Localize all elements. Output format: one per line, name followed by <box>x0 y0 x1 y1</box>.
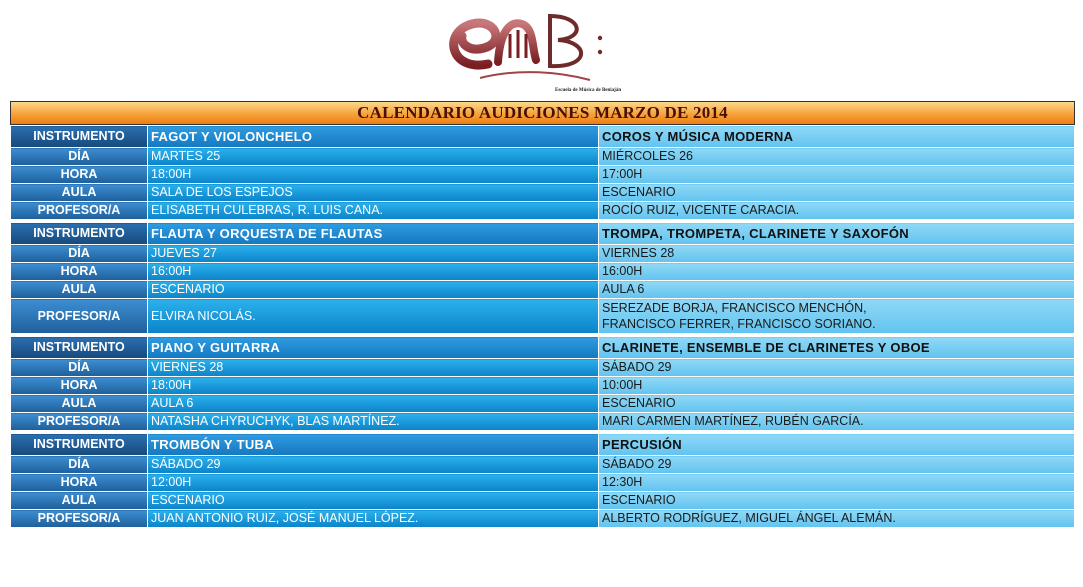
school-logo <box>440 2 630 98</box>
table-row <box>11 202 1075 220</box>
room-label: AULA <box>11 395 148 413</box>
time-right: 12:30H <box>599 474 1075 492</box>
room-label: AULA <box>11 184 148 202</box>
teacher-label: PROFESOR/A <box>11 413 148 431</box>
table-row <box>11 126 1075 148</box>
room-label: AULA <box>11 492 148 510</box>
emb-logo-icon <box>440 2 630 92</box>
day-left: MARTES 25 <box>148 148 599 166</box>
table-row <box>11 395 1075 413</box>
table-row <box>11 184 1075 202</box>
room-left: ESCENARIO <box>148 492 599 510</box>
teacher-right-line2: FRANCISCO FERRER, FRANCISCO SORIANO. <box>602 317 876 331</box>
time-left: 18:00H <box>148 166 599 184</box>
day-right: VIERNES 28 <box>599 245 1075 263</box>
room-right: AULA 6 <box>599 281 1075 299</box>
table-row <box>11 377 1075 395</box>
table-row <box>11 510 1075 528</box>
instrument-left: PIANO Y GUITARRA <box>148 337 599 359</box>
calendar-title: CALENDARIO AUDICIONES MARZO DE 2014 <box>357 103 728 122</box>
time-label: HORA <box>11 166 148 184</box>
day-label: DÍA <box>11 456 148 474</box>
teacher-label: PROFESOR/A <box>11 202 148 220</box>
table-row <box>11 337 1075 359</box>
instrument-right: PERCUSIÓN <box>599 434 1075 456</box>
table-row <box>11 263 1075 281</box>
room-left: AULA 6 <box>148 395 599 413</box>
instrument-right: COROS Y MÚSICA MODERNA <box>599 126 1075 148</box>
instrument-left: FLAUTA Y ORQUESTA DE FLAUTAS <box>148 223 599 245</box>
instrument-left: FAGOT Y VIOLONCHELO <box>148 126 599 148</box>
table-row <box>11 434 1075 456</box>
teacher-right: ALBERTO RODRÍGUEZ, MIGUEL ÁNGEL ALEMÁN. <box>599 510 1075 528</box>
time-label: HORA <box>11 263 148 281</box>
room-label: AULA <box>11 281 148 299</box>
time-right: 17:00H <box>599 166 1075 184</box>
day-left: JUEVES 27 <box>148 245 599 263</box>
instrument-label: INSTRUMENTO <box>11 126 148 148</box>
time-label: HORA <box>11 474 148 492</box>
table-row <box>11 299 1075 334</box>
room-right: ESCENARIO <box>599 492 1075 510</box>
instrument-label: INSTRUMENTO <box>11 223 148 245</box>
table-row <box>11 474 1075 492</box>
teacher-right: MARI CARMEN MARTÍNEZ, RUBÉN GARCÍA. <box>599 413 1075 431</box>
teacher-right <box>599 299 1075 334</box>
day-right: MIÉRCOLES 26 <box>599 148 1075 166</box>
time-right: 16:00H <box>599 263 1075 281</box>
teacher-left: JUAN ANTONIO RUIZ, JOSÉ MANUEL LÓPEZ. <box>148 510 599 528</box>
day-right: SÁBADO 29 <box>599 359 1075 377</box>
table-row <box>11 166 1075 184</box>
time-left: 18:00H <box>148 377 599 395</box>
room-left: ESCENARIO <box>148 281 599 299</box>
instrument-right: TROMPA, TROMPETA, CLARINETE Y SAXOFÓN <box>599 223 1075 245</box>
table-row <box>11 492 1075 510</box>
teacher-left: ELVIRA NICOLÁS. <box>148 299 599 334</box>
teacher-label: PROFESOR/A <box>11 510 148 528</box>
day-label: DÍA <box>11 359 148 377</box>
table-row <box>11 456 1075 474</box>
room-right: ESCENARIO <box>599 395 1075 413</box>
teacher-left: NATASHA CHYRUCHYK, BLAS MARTÍNEZ. <box>148 413 599 431</box>
time-right: 10:00H <box>599 377 1075 395</box>
table-row <box>11 148 1075 166</box>
day-label: DÍA <box>11 148 148 166</box>
instrument-label: INSTRUMENTO <box>11 337 148 359</box>
teacher-label: PROFESOR/A <box>11 299 148 334</box>
time-label: HORA <box>11 377 148 395</box>
calendar-title-bar <box>10 101 1075 125</box>
instrument-left: TROMBÓN Y TUBA <box>148 434 599 456</box>
day-label: DÍA <box>11 245 148 263</box>
instrument-right: CLARINETE, ENSEMBLE DE CLARINETES Y OBOE <box>599 337 1075 359</box>
logo-caption: Escuela de Música de Beniaján <box>555 88 622 93</box>
table-row <box>11 413 1075 431</box>
table-row <box>11 223 1075 245</box>
table-row <box>11 245 1075 263</box>
table-row <box>11 359 1075 377</box>
day-left: VIERNES 28 <box>148 359 599 377</box>
room-left: SALA DE LOS ESPEJOS <box>148 184 599 202</box>
instrument-label: INSTRUMENTO <box>11 434 148 456</box>
time-left: 16:00H <box>148 263 599 281</box>
room-right: ESCENARIO <box>599 184 1075 202</box>
teacher-right-line1: SEREZADE BORJA, FRANCISCO MENCHÓN, <box>602 301 867 315</box>
day-left: SÁBADO 29 <box>148 456 599 474</box>
day-right: SÁBADO 29 <box>599 456 1075 474</box>
time-left: 12:00H <box>148 474 599 492</box>
table-row <box>11 281 1075 299</box>
teacher-right: ROCÍO RUIZ, VICENTE CARACIA. <box>599 202 1075 220</box>
teacher-left: ELISABETH CULEBRAS, R. LUIS CANA. <box>148 202 599 220</box>
auditions-table <box>10 125 1075 528</box>
